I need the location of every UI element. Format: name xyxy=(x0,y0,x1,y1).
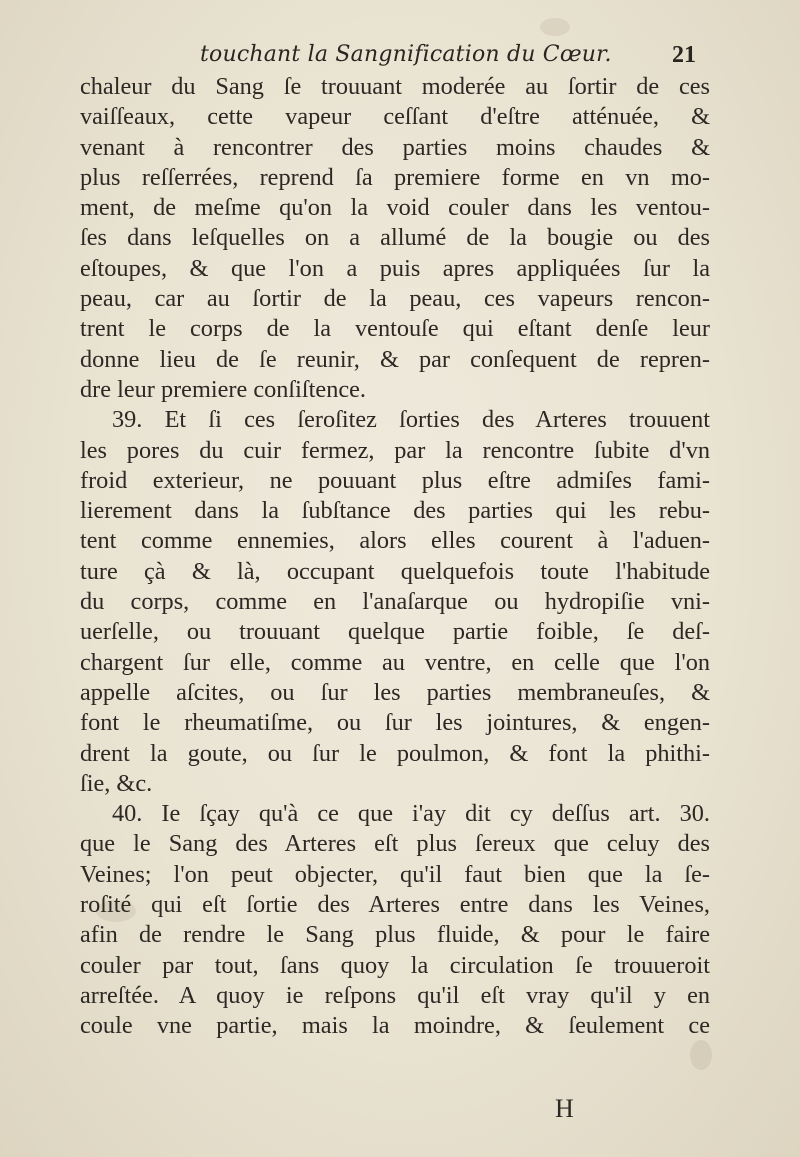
text-line: appelle aſcites, ou ſur les parties membraneuſes, & xyxy=(80,678,710,706)
text-line: ment, de meſme qu'on la void couler dans les ventou- xyxy=(80,194,710,222)
text-line: Veines; l'on peut objecter, qu'il faut bien que la ſe- xyxy=(80,860,710,888)
paper-stain xyxy=(690,1040,712,1070)
text-line: ſes dans leſquelles on a allumé de la bougie ou des xyxy=(80,224,710,252)
running-head: touchant la Sangnification du Cœur. xyxy=(200,42,612,67)
text-line: chargent ſur elle, comme au ventre, en celle que l'on xyxy=(80,648,710,676)
text-line: eſtoupes, & que l'on a puis apres appliquées ſur la xyxy=(80,254,710,282)
text-line: coule vne partie, mais la moindre, & ſeulement ce xyxy=(80,1012,710,1040)
text-line: chaleur du Sang ſe trouuant moderée au ſortir de ces xyxy=(80,73,710,100)
text-line: venant à rencontrer des parties moins chaudes & xyxy=(80,133,710,161)
text-line: du corps, comme en l'anaſarque ou hydropiſie vni- xyxy=(80,588,710,616)
text-line: plus reſſerrées, reprend ſa premiere forme en vn mo- xyxy=(80,163,710,191)
text-line: trent le corps de la ventouſe qui eſtant denſe leur xyxy=(80,315,710,343)
text-line: lierement dans la ſubſtance des parties qui les rebu- xyxy=(80,497,710,525)
paper-stain xyxy=(540,18,570,36)
text-line: uerſelle, ou trouuant quelque partie foible, ſe deſ- xyxy=(80,618,710,646)
text-line: drent la goute, ou ſur le poulmon, & font la phithi- xyxy=(80,739,710,767)
text-line: afin de rendre le Sang plus fluide, & pour le faire xyxy=(80,921,710,949)
paragraph-40-start: 40. Ie ſçay qu'à ce que i'ay dit cy deſſus art. 30. xyxy=(112,800,710,828)
text-line: les pores du cuir fermez, par la rencontre ſubite d'vn xyxy=(80,436,710,464)
body-text xyxy=(80,72,710,1042)
text-line: donne lieu de ſe reunir, & par conſequent de repren- xyxy=(80,345,710,373)
text-line: arreſtée. A quoy ie reſpons qu'il eſt vray qu'il y en xyxy=(80,981,710,1009)
text-line: ſie, &c. xyxy=(80,769,153,797)
text-line: que le Sang des Arteres eſt plus ſereux que celuy des xyxy=(80,830,710,858)
text-line: ture çà & là, occupant quelquefois toute l'habitude xyxy=(80,557,710,585)
text-line: vaiſſeaux, cette vapeur ceſſant d'eſtre atténuée, & xyxy=(80,103,710,131)
text-line: dre leur premiere conſiſtence. xyxy=(80,375,367,403)
text-line: couler par tout, ſans quoy la circulation ſe trouueroit xyxy=(80,951,710,979)
text-line: roſité qui eſt ſortie des Arteres entre dans les Veines, xyxy=(80,891,710,919)
text-line: froid exterieur, ne pouuant plus eſtre admiſes fami- xyxy=(80,466,710,494)
paragraph-39-start: 39. Et ſi ces ſeroſitez ſorties des Arteres trouuent xyxy=(112,406,710,434)
text-line: tent comme ennemies, alors elles courent à l'aduen- xyxy=(80,527,710,555)
text-line: font le rheumatiſme, ou ſur les jointures, & engen- xyxy=(80,709,710,737)
page-number: 21 xyxy=(672,42,696,68)
text-line: peau, car au ſortir de la peau, ces vapeurs rencon- xyxy=(80,285,710,313)
signature-mark: H xyxy=(555,1094,574,1123)
